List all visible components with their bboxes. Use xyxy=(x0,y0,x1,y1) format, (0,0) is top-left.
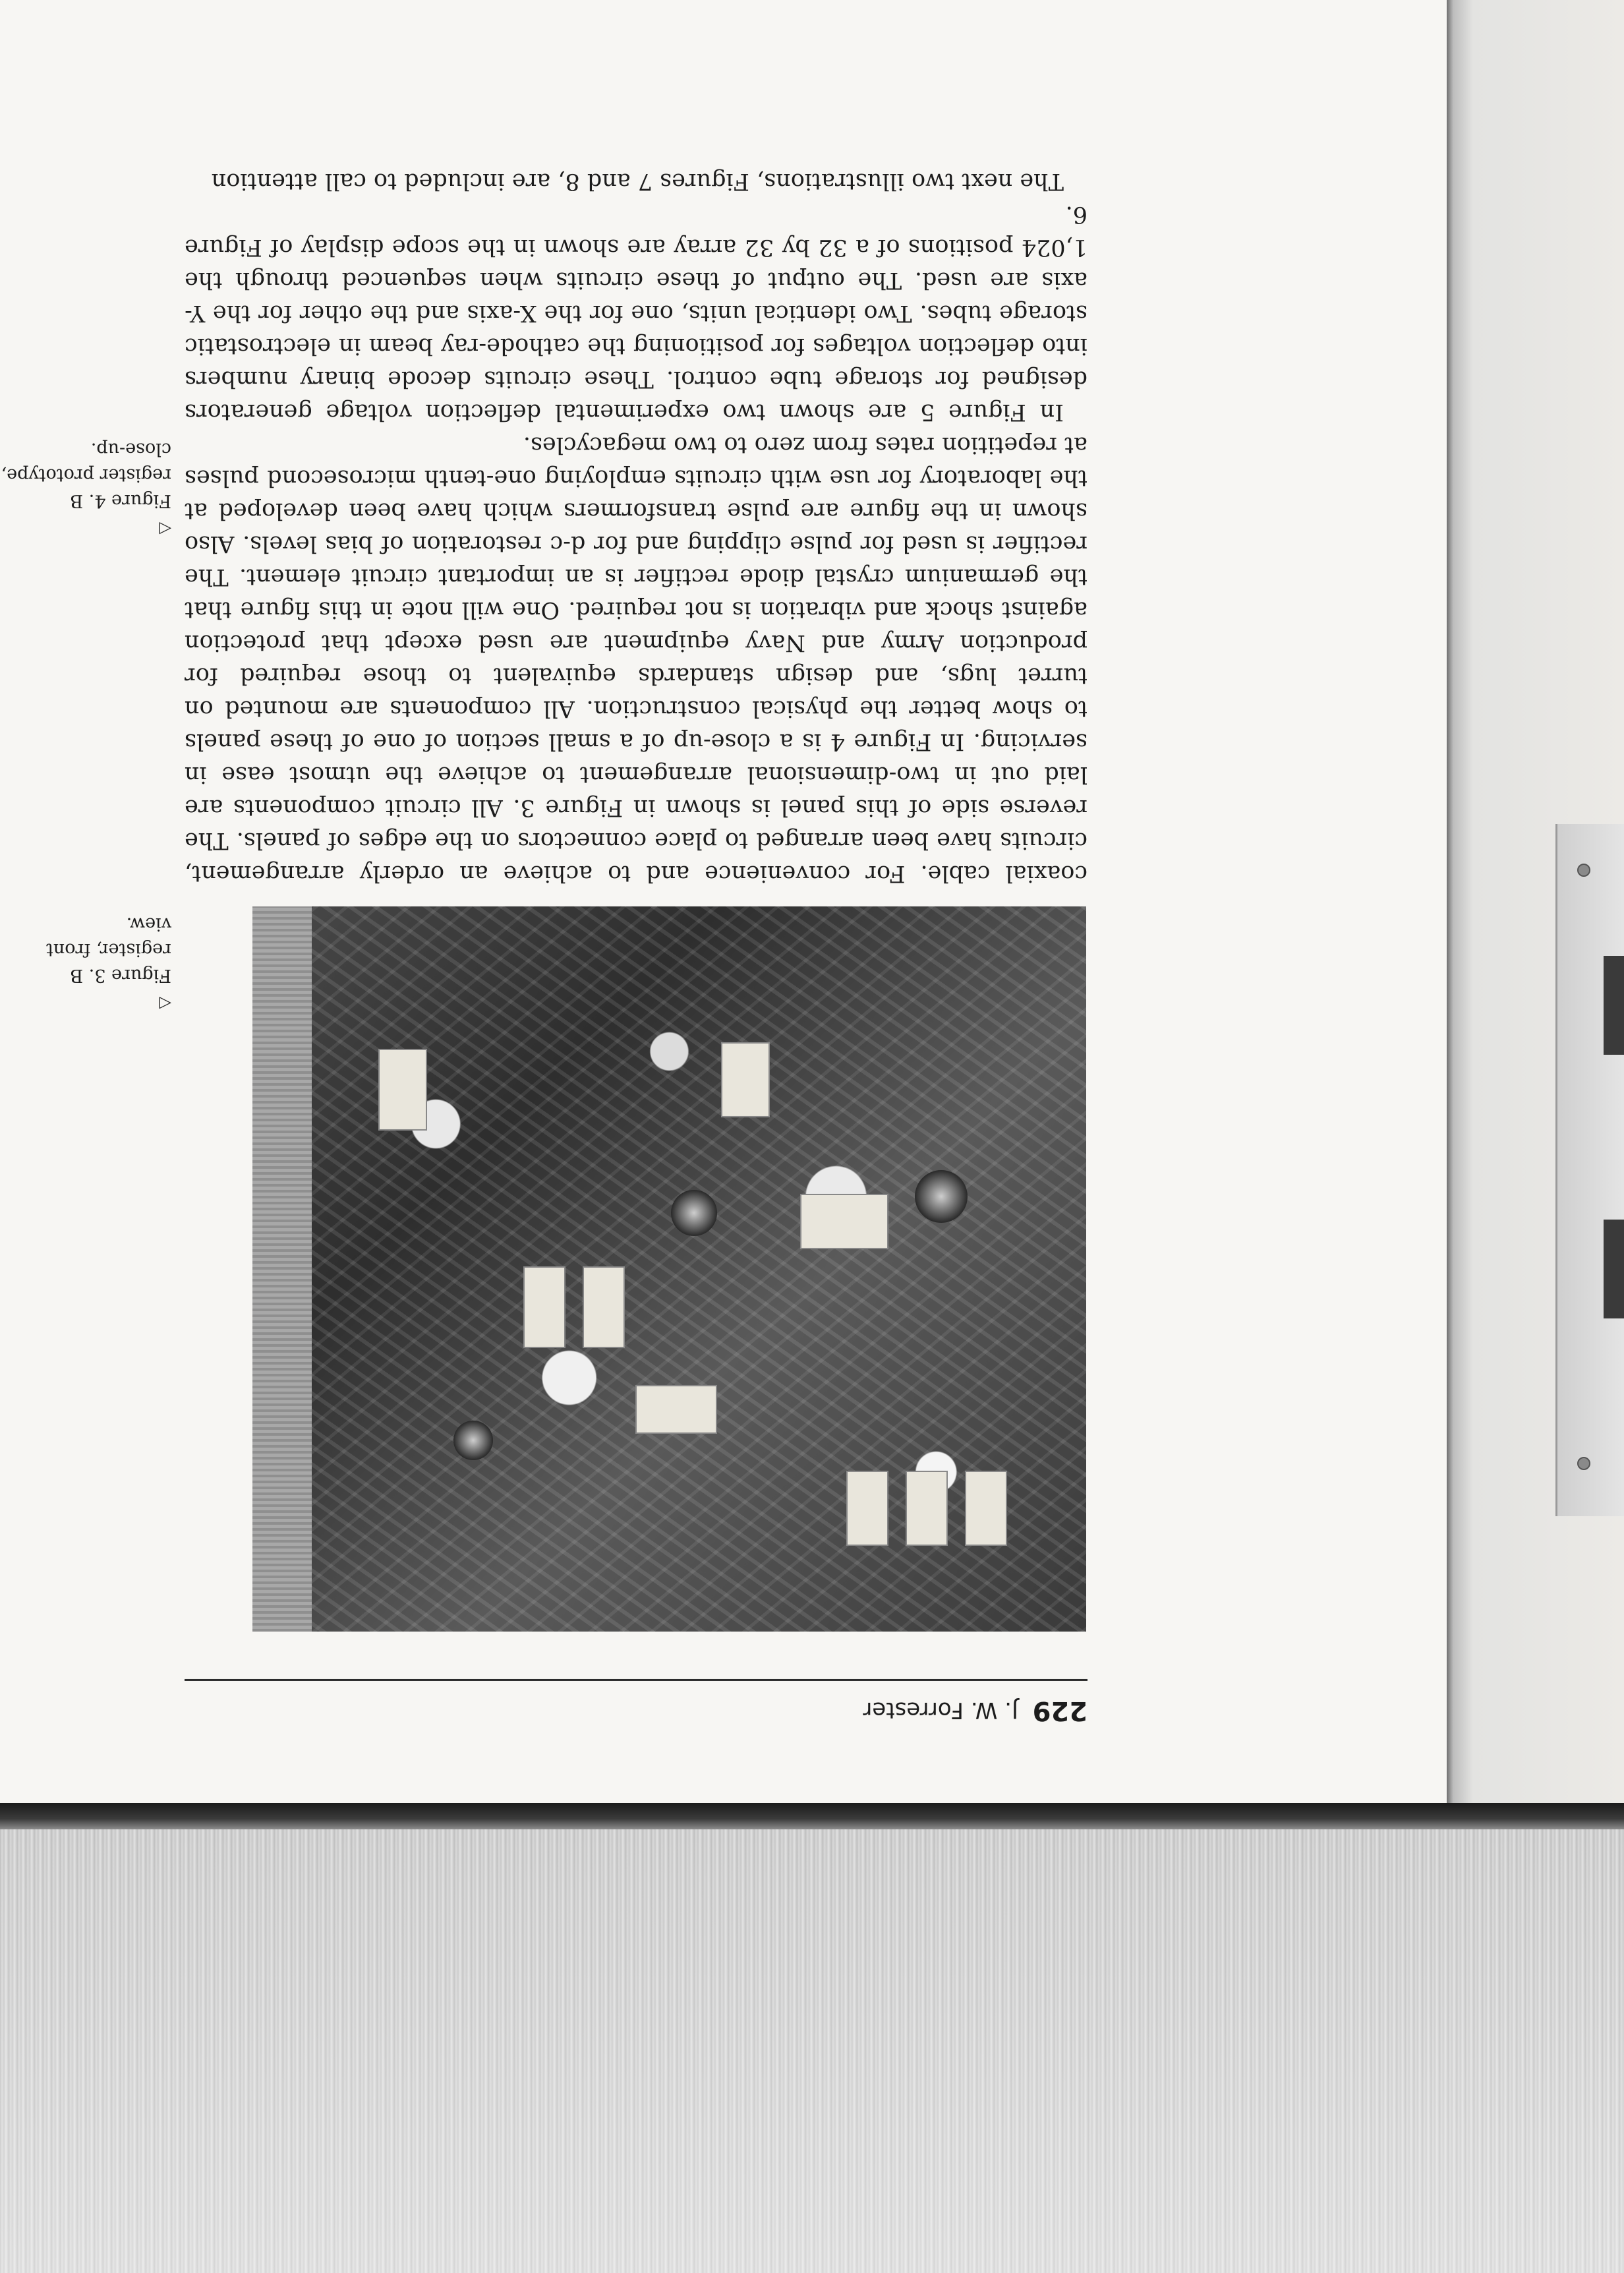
figure-photo-circuit-panel xyxy=(252,906,1086,1632)
scanner-bed xyxy=(0,1829,1624,2273)
page-number: 229 xyxy=(1032,1696,1088,1726)
paragraph: coaxial cable. For convenience and to achieve an orderly arrangement, circuits have been arranged to place connectors on the edges of panels. The reverse side of this panel is shown in Figure 3. All circuit components are laid out in two-dimensional arrangement to achieve the utmost ease in servicing. In Figure 4 is a close-up of a small section of one of these panels to show better the physical construction. All components are mounted on turret lugs, and design standards equivalent to those required for production Army and Navy equipment are used except that protection against shock and vibration is not required. One will note in this figure that the germanium crystal diode rectifier is an important circuit element. The rectifier is used for pulse clipping and for d-c restoration of bias levels. Also shown in the figure are pulse transformers which have been developed at the laboratory for use with circuits employing one-tenth microsecond pulses at repetition rates from zero to two megacycles. xyxy=(185,432,1088,887)
photo-hole xyxy=(1577,864,1590,877)
body-text xyxy=(185,165,1088,890)
component-block xyxy=(906,1471,948,1546)
component-block xyxy=(721,1042,770,1117)
caption-marker: ◁ xyxy=(159,520,171,539)
book-page xyxy=(1,132,1088,1740)
component-block xyxy=(523,1266,566,1348)
figure-3-caption xyxy=(0,911,171,1015)
scanner-edge xyxy=(0,1803,1624,1829)
figure-4-caption xyxy=(0,436,171,541)
photo-slot xyxy=(1604,1220,1624,1318)
component-tube xyxy=(453,1421,493,1460)
component-block xyxy=(583,1266,625,1348)
facing-page-photo xyxy=(1555,824,1624,1516)
paragraph: In Figure 5 are shown two experimental deflection voltage generators designed for storage tube control. These circuits decode binary numbers into deflection voltages for positioning the cathode-ray beam in electrostatic storage tubes. Two identical units, one for the X-axis and the other for the Y-axis are used. The output of these circuits when sequenced through the 1,024 positions of a 32 by 32 array are shown in the scope display of Figure 6. xyxy=(185,201,1088,425)
component-block xyxy=(635,1385,717,1434)
component-block xyxy=(846,1471,888,1546)
paragraph: The next two illustrations, Figures 7 and 8, are included to call attention xyxy=(211,168,1064,194)
caption-marker: ◁ xyxy=(159,995,171,1013)
caption-text: Figure 4. B register prototype, close-up. xyxy=(1,438,171,512)
photo-hole xyxy=(1577,1457,1590,1470)
running-head-author: J. W. Forrester xyxy=(863,1697,1018,1723)
component-tube xyxy=(671,1190,717,1236)
running-head xyxy=(185,1679,1088,1740)
component-block xyxy=(800,1194,888,1249)
caption-text: Figure 3. B register, front view. xyxy=(46,913,171,986)
component-tube xyxy=(915,1170,968,1223)
board-edge xyxy=(252,906,312,1632)
photo-slot xyxy=(1604,956,1624,1055)
component-block xyxy=(378,1049,427,1131)
component-block xyxy=(965,1471,1007,1546)
